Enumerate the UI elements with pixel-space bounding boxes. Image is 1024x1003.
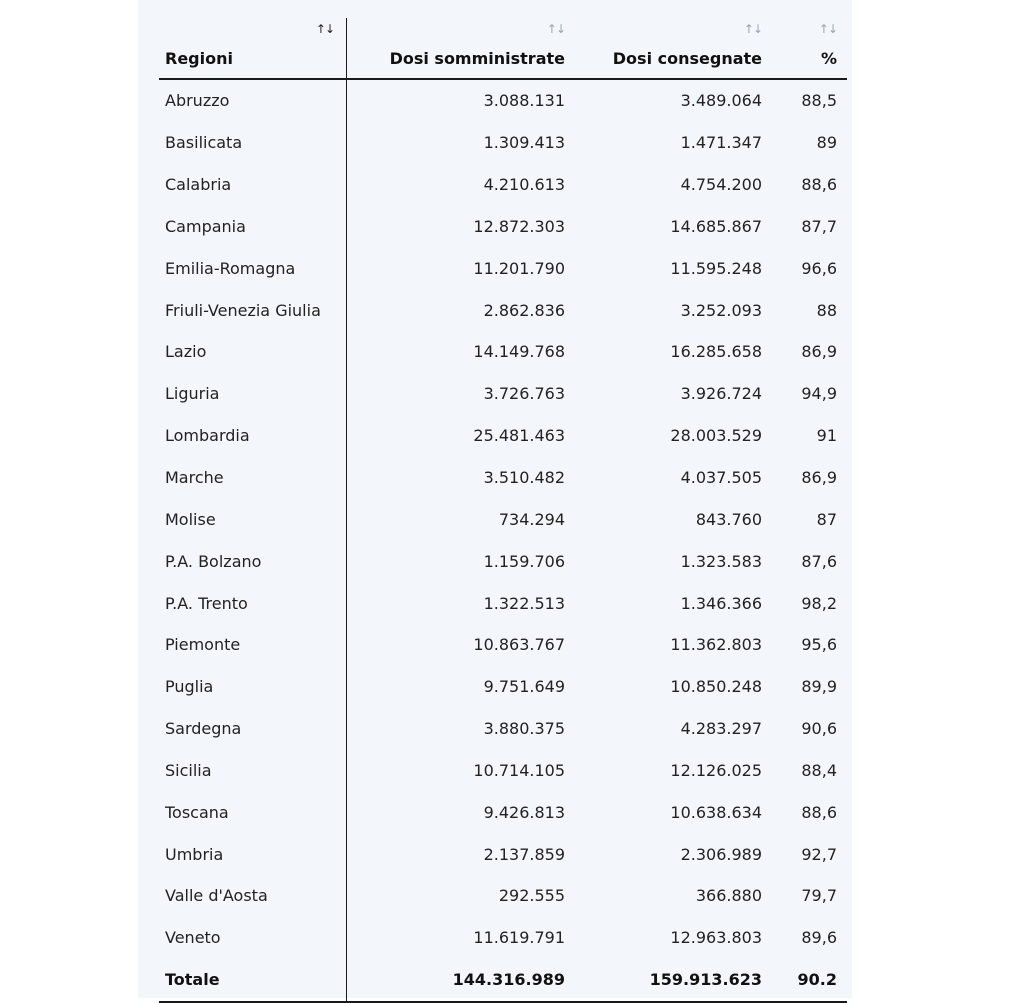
- column-header-label: Regioni: [165, 49, 233, 68]
- column-header-label: %: [820, 49, 837, 68]
- percent-cell: 86,9: [801, 342, 837, 362]
- table-row: [159, 415, 847, 457]
- sort-arrows-icon[interactable]: ↑↓: [546, 22, 565, 36]
- table-row: [159, 164, 847, 206]
- percent-cell: 86,9: [801, 468, 837, 488]
- delivered-cell: 10.638.634: [670, 802, 762, 822]
- table-row: [159, 624, 847, 666]
- total-label: Totale: [159, 959, 347, 1002]
- administered-cell: 292.555: [498, 886, 565, 906]
- delivered-cell: 4.037.505: [680, 468, 762, 488]
- delivered-cell: 4.283.297: [680, 719, 762, 739]
- delivered-cell: 11.362.803: [670, 635, 762, 655]
- region-cell: Friuli-Venezia Giulia: [159, 289, 347, 331]
- region-cell: Sardegna: [159, 708, 347, 750]
- region-cell: P.A. Bolzano: [159, 540, 347, 582]
- region-cell: Abruzzo: [159, 79, 347, 122]
- region-cell: Liguria: [159, 373, 347, 415]
- sort-arrows-icon[interactable]: ↑↓: [743, 22, 762, 36]
- administered-cell: 2.137.859: [483, 844, 565, 864]
- percent-cell: 88: [816, 300, 837, 320]
- percent-cell: 95,6: [801, 635, 837, 655]
- percent-cell: 79,7: [801, 886, 837, 906]
- region-cell: Piemonte: [159, 624, 347, 666]
- total-delivered: 159.913.623: [565, 959, 762, 1002]
- administered-cell: 9.751.649: [483, 677, 565, 697]
- administered-cell: 12.872.303: [473, 216, 565, 236]
- administered-cell: 4.210.613: [483, 175, 565, 195]
- administered-cell: 10.714.105: [473, 760, 565, 780]
- percent-cell: 92,7: [801, 844, 837, 864]
- column-header-delivered[interactable]: [565, 18, 762, 79]
- region-cell: Valle d'Aosta: [159, 875, 347, 917]
- column-header-label: Dosi consegnate: [612, 49, 762, 68]
- delivered-cell: 28.003.529: [670, 426, 762, 446]
- percent-cell: 91: [816, 426, 837, 446]
- table-row: [159, 289, 847, 331]
- region-cell: Lombardia: [159, 415, 347, 457]
- percent-cell: 98,2: [801, 593, 837, 613]
- region-cell: P.A. Trento: [159, 582, 347, 624]
- region-cell: Puglia: [159, 666, 347, 708]
- table-row: [159, 666, 847, 708]
- column-header-percent[interactable]: [762, 18, 847, 79]
- administered-cell: 10.863.767: [473, 635, 565, 655]
- table-body: [159, 79, 847, 1002]
- table-header-row: [159, 18, 847, 79]
- region-cell: Campania: [159, 206, 347, 248]
- delivered-cell: 1.471.347: [680, 133, 762, 153]
- administered-cell: 25.481.463: [473, 426, 565, 446]
- administered-cell: 9.426.813: [483, 802, 565, 822]
- table-row: [159, 540, 847, 582]
- delivered-cell: 16.285.658: [670, 342, 762, 362]
- region-cell: Sicilia: [159, 750, 347, 792]
- percent-cell: 87,6: [801, 551, 837, 571]
- region-cell: Lazio: [159, 331, 347, 373]
- delivered-cell: 10.850.248: [670, 677, 762, 697]
- table-row: [159, 791, 847, 833]
- sort-arrows-icon[interactable]: ↑↓: [818, 22, 837, 36]
- sort-arrows-icon[interactable]: ↑↓: [315, 22, 334, 36]
- administered-cell: 3.088.131: [483, 91, 565, 111]
- administered-cell: 14.149.768: [473, 342, 565, 362]
- administered-cell: 1.309.413: [483, 133, 565, 153]
- table-row: [159, 833, 847, 875]
- table-row: [159, 708, 847, 750]
- percent-cell: 88,6: [801, 802, 837, 822]
- administered-cell: 1.322.513: [483, 593, 565, 613]
- delivered-cell: 3.926.724: [680, 384, 762, 404]
- administered-cell: 734.294: [498, 509, 565, 529]
- region-cell: Marche: [159, 457, 347, 499]
- region-cell: Umbria: [159, 833, 347, 875]
- administered-cell: 11.201.790: [473, 258, 565, 278]
- delivered-cell: 12.963.803: [670, 928, 762, 948]
- percent-cell: 87: [816, 509, 837, 529]
- delivered-cell: 843.760: [695, 509, 762, 529]
- table-row: [159, 122, 847, 164]
- delivered-cell: 11.595.248: [670, 258, 762, 278]
- column-header-administered[interactable]: [347, 18, 566, 79]
- table-row: [159, 750, 847, 792]
- table-row: [159, 373, 847, 415]
- table-row: [159, 875, 847, 917]
- delivered-cell: 3.489.064: [680, 91, 762, 111]
- column-header-label: Dosi somministrate: [389, 49, 565, 68]
- percent-cell: 89,6: [801, 928, 837, 948]
- table-row: [159, 206, 847, 248]
- region-cell: Molise: [159, 498, 347, 540]
- vaccine-doses-table: [159, 18, 847, 1003]
- percent-cell: 94,9: [801, 384, 837, 404]
- delivered-cell: 14.685.867: [670, 216, 762, 236]
- percent-cell: 89: [816, 133, 837, 153]
- delivered-cell: 4.754.200: [680, 175, 762, 195]
- total-percent: 90.2: [762, 959, 847, 1002]
- table-row: [159, 457, 847, 499]
- delivered-cell: 12.126.025: [670, 760, 762, 780]
- region-cell: Emilia-Romagna: [159, 247, 347, 289]
- table-row: [159, 917, 847, 959]
- column-header-regions[interactable]: [159, 18, 347, 79]
- administered-cell: 1.159.706: [483, 551, 565, 571]
- region-cell: Veneto: [159, 917, 347, 959]
- table-row: [159, 247, 847, 289]
- percent-cell: 88,5: [801, 91, 837, 111]
- percent-cell: 96,6: [801, 258, 837, 278]
- percent-cell: 90,6: [801, 719, 837, 739]
- table-row: [159, 331, 847, 373]
- percent-cell: 88,4: [801, 760, 837, 780]
- percent-cell: 88,6: [801, 175, 837, 195]
- delivered-cell: 1.346.366: [680, 593, 762, 613]
- administered-cell: 11.619.791: [473, 928, 565, 948]
- table-row: [159, 498, 847, 540]
- delivered-cell: 3.252.093: [680, 300, 762, 320]
- total-administered: 144.316.989: [347, 959, 566, 1002]
- table-row: [159, 582, 847, 624]
- administered-cell: 3.510.482: [483, 468, 565, 488]
- percent-cell: 89,9: [801, 677, 837, 697]
- table-row: [159, 79, 847, 122]
- percent-cell: 87,7: [801, 216, 837, 236]
- region-cell: Toscana: [159, 791, 347, 833]
- administered-cell: 2.862.836: [483, 300, 565, 320]
- region-cell: Basilicata: [159, 122, 347, 164]
- delivered-cell: 1.323.583: [680, 551, 762, 571]
- delivered-cell: 2.306.989: [680, 844, 762, 864]
- total-row: [159, 959, 847, 1002]
- administered-cell: 3.726.763: [483, 384, 565, 404]
- administered-cell: 3.880.375: [483, 719, 565, 739]
- delivered-cell: 366.880: [695, 886, 762, 906]
- region-cell: Calabria: [159, 164, 347, 206]
